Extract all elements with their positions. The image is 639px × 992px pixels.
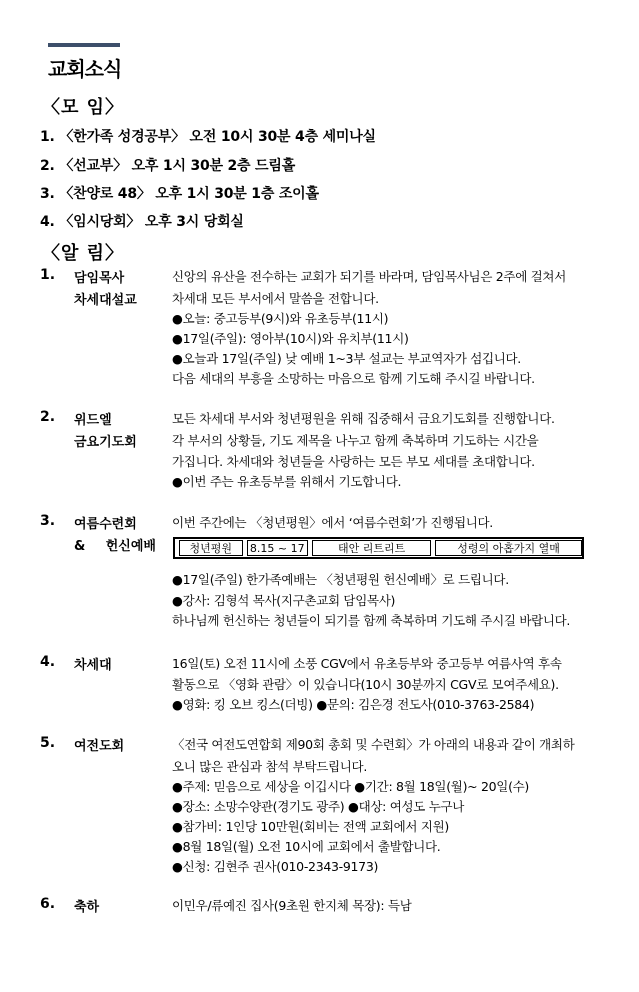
notice-line: ●이번 주는 유초등부를 위해서 기도합니다. — [172, 474, 402, 489]
meeting-item: 3. 〈찬양로 48〉 오후 1시 30분 1층 조이홀 — [40, 186, 319, 202]
schedule-cell: 태안 리트리트 — [312, 540, 431, 556]
notice-line: 각 부서의 상황들, 기도 제목을 나누고 함께 축복하며 기도하는 시간을 — [172, 433, 539, 448]
notice-number: 1. — [40, 267, 56, 283]
notices-heading: 〈알 림〉 — [42, 243, 125, 264]
notice-line: ●강사: 김형석 목사(지구촌교회 담임목사) — [172, 593, 396, 608]
notice-label: & 헌신예배 — [74, 539, 156, 554]
notice-number: 2. — [40, 409, 56, 425]
notice-number: 5. — [40, 735, 56, 751]
notice-line: 〈전국 여전도연합회 제90회 총회 및 수련회〉가 아래의 내용과 같이 개최하 — [172, 737, 575, 752]
notice-line: ●17일(주일): 영아부(10시)와 유치부(11시) — [172, 331, 409, 346]
schedule-cell: 성령의 아홉가지 열매 — [435, 540, 582, 556]
meeting-item: 4. 〈임시당회〉 오후 3시 당회실 — [40, 214, 244, 230]
schedule-cell: 8.15 ~ 17 — [247, 540, 309, 556]
meeting-item: 2. 〈선교부〉 오후 1시 30분 2층 드림홀 — [40, 158, 296, 174]
meetings-heading: 〈모 임〉 — [42, 97, 125, 118]
page-title: 교회소식 — [48, 57, 122, 81]
notice-label: 담임목사 — [74, 271, 125, 286]
notice-line: ●오늘: 중고등부(9시)와 유초등부(11시) — [172, 311, 389, 326]
meeting-item: 1. 〈한가족 성경공부〉 오전 10시 30분 4층 세미나실 — [40, 129, 376, 145]
schedule-cell: 청년평원 — [179, 540, 243, 556]
notice-line: 하나님께 헌신하는 청년들이 되기를 함께 축복하며 기도해 주시길 바랍니다. — [172, 613, 571, 628]
notice-line: ●영화: 킹 오브 킹스(더빙) ●문의: 김은경 전도사(010-3763-2584) — [172, 697, 535, 712]
notice-line: 신앙의 유산을 전수하는 교회가 되기를 바라며, 담임목사님은 2주에 걸쳐서 — [172, 269, 566, 284]
notice-number: 3. — [40, 513, 56, 529]
notice-line: 모든 차세대 부서와 청년평원을 위해 집중해서 금요기도회를 진행합니다. — [172, 411, 555, 426]
notice-line: 16일(토) 오전 11시에 소풍 CGV에서 유초등부와 중고등부 여름사역 후속 — [172, 656, 562, 671]
notice-label: 여름수련회 — [74, 517, 137, 532]
schedule-table — [173, 537, 584, 559]
notice-line: ●8월 18일(월) 오전 10시에 교회에서 출발합니다. — [172, 839, 441, 854]
notice-line: 이민우/류예진 집사(9초원 한지체 목장): 득남 — [172, 898, 412, 913]
header-bar — [48, 43, 120, 47]
notice-line: ●참가비: 1인당 10만원(회비는 전액 교회에서 지원) — [172, 819, 449, 834]
notice-line: 이번 주간에는 〈청년평원〉에서 ‘여름수련회’가 진행됩니다. — [172, 515, 493, 530]
notice-line: 활동으로 〈영화 관람〉이 있습니다(10시 30분까지 CGV로 모여주세요). — [172, 677, 559, 692]
notice-label: 축하 — [74, 900, 100, 915]
notice-line: 차세대 모든 부서에서 말씀을 전합니다. — [172, 291, 379, 306]
notice-number: 4. — [40, 654, 56, 670]
notice-line: 가집니다. 차세대와 청년들을 사랑하는 모든 부모 세대를 초대합니다. — [172, 454, 535, 469]
notice-line: 다음 세대의 부흥을 소망하는 마음으로 함께 기도해 주시길 바랍니다. — [172, 371, 535, 386]
notice-label: 차세대설교 — [74, 293, 137, 308]
notice-line: ●신청: 김현주 권사(010-2343-9173) — [172, 859, 379, 874]
notice-line: ●장소: 소망수양관(경기도 광주) ●대상: 여성도 누구나 — [172, 799, 465, 814]
notice-line: ●17일(주일) 한가족예배는 〈청년평원 헌신예배〉로 드립니다. — [172, 572, 509, 587]
notice-label: 차세대 — [74, 658, 112, 673]
notice-number: 6. — [40, 896, 56, 912]
notice-label: 위드엘 — [74, 413, 112, 428]
notice-line: ●주제: 믿음으로 세상을 이깁시다 ●기간: 8월 18일(월)~ 20일(수) — [172, 779, 529, 794]
notice-label: 여전도회 — [74, 739, 125, 754]
notice-line: 오니 많은 관심과 참석 부탁드립니다. — [172, 759, 367, 774]
notice-label: 금요기도회 — [74, 435, 137, 450]
notice-line: ●오늘과 17일(주일) 낮 예배 1~3부 설교는 부교역자가 섬깁니다. — [172, 351, 521, 366]
